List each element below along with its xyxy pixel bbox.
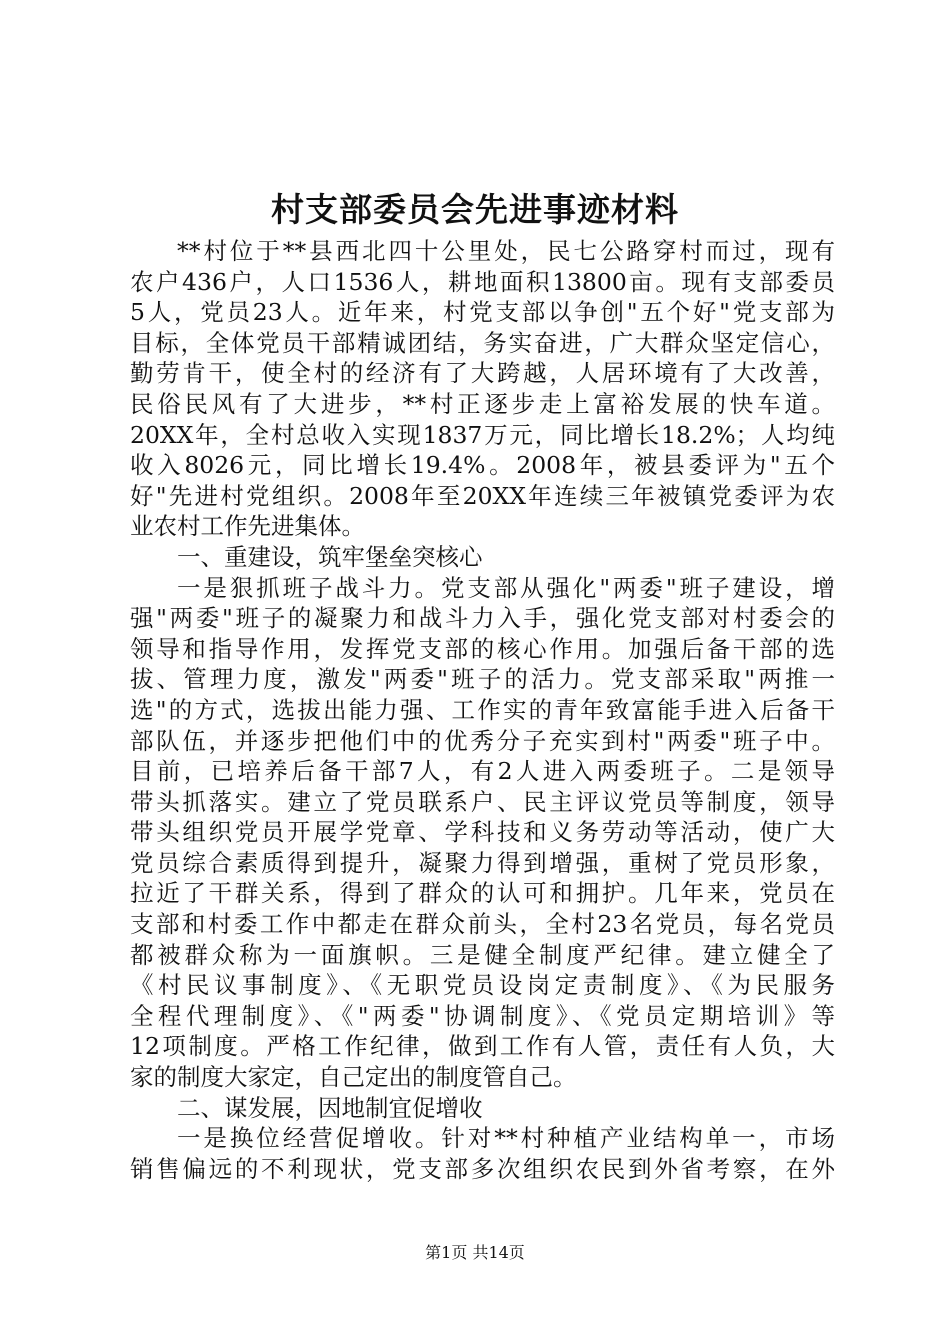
section-heading: 二、谋发展，因地制宜促增收 [177,1093,483,1122]
paragraph-line: 支部和村委工作中都走在群众前头，全村23名党员，每名党员 [130,910,835,939]
paragraph-line: 选"的方式，选拔出能力强、工作实的青年致富能手进入后备干 [130,695,835,724]
paragraph-line: 拔、管理力度，激发"两委"班子的活力。党支部采取"两推一 [130,665,835,694]
paragraph-line: 一是换位经营促增收。针对**村种植产业结构单一，市场 [177,1124,835,1153]
paragraph-line: 民俗民风有了大进步，**村正逐步走上富裕发展的快车道。 [130,389,835,418]
paragraph-line: 《村民议事制度》、《无职党员设岗定责制度》、《为民服务 [130,971,835,1000]
paragraph-line: 目前，已培养后备干部7人，有2人进入两委班子。二是领导 [130,757,835,786]
paragraph-line: 销售偏远的不利现状，党支部多次组织农民到外省考察，在外 [130,1154,835,1183]
paragraph-line: 拉近了干群关系，得到了群众的认可和拥护。几年来，党员在 [130,879,835,908]
paragraph-line: **村位于**县西北四十公里处，民七公路穿村而过，现有 [177,237,835,265]
paragraph-line: 目标，全体党员干部精诚团结，务实奋进，广大群众坚定信心， [130,328,835,357]
paragraph-line: 都被群众称为一面旗帜。三是健全制度严纪律。建立健全了 [130,940,835,969]
document-title: 村支部委员会先进事迹材料 [271,190,679,229]
paragraph-line: 20XX年，全村总收入实现1837万元，同比增长18.2%；人均纯 [130,420,835,449]
section-heading: 一、重建设，筑牢堡垒突核心 [177,542,483,571]
paragraph-line: 全程代理制度》、《"两委"协调制度》、《党员定期培训》等 [130,1001,835,1030]
paragraph-line: 12项制度。严格工作纪律，做到工作有人管，责任有人负，大 [130,1032,835,1061]
page-footer: 第1页 共14页 [425,1243,525,1262]
paragraph-line: 业农村工作先进集体。 [130,512,365,541]
paragraph-line: 带头抓落实。建立了党员联系户、民主评议党员等制度，领导 [130,787,835,816]
paragraph-line: 农户436户，人口1536人，耕地面积13800亩。现有支部委员 [130,267,835,296]
paragraph-line: 勤劳肯干，使全村的经济有了大跨越，人居环境有了大改善， [130,359,835,388]
paragraph-line: 好"先进村党组织。2008年至20XX年连续三年被镇党委评为农 [130,481,835,510]
document-body [130,236,835,1184]
paragraph-line: 党员综合素质得到提升，凝聚力得到增强，重树了党员形象， [130,848,835,877]
paragraph-line: 一是狠抓班子战斗力。党支部从强化"两委"班子建设，增 [177,573,835,602]
paragraph-line: 收入8026元，同比增长19.4%。2008年，被县委评为"五个 [130,451,835,480]
paragraph-line: 领导和指导作用，发挥党支部的核心作用。加强后备干部的选 [130,634,835,663]
paragraph-line: 带头组织党员开展学党章、学科技和义务劳动等活动，使广大 [130,818,835,847]
paragraph-line: 部队伍，并逐步把他们中的优秀分子充实到村"两委"班子中。 [130,726,835,755]
paragraph-line: 家的制度大家定，自己定出的制度管自己。 [130,1063,577,1092]
paragraph-line: 强"两委"班子的凝聚力和战斗力入手，强化党支部对村委会的 [130,604,835,633]
paragraph-line: 5人，党员23人。近年来，村党支部以争创"五个好"党支部为 [130,298,835,327]
